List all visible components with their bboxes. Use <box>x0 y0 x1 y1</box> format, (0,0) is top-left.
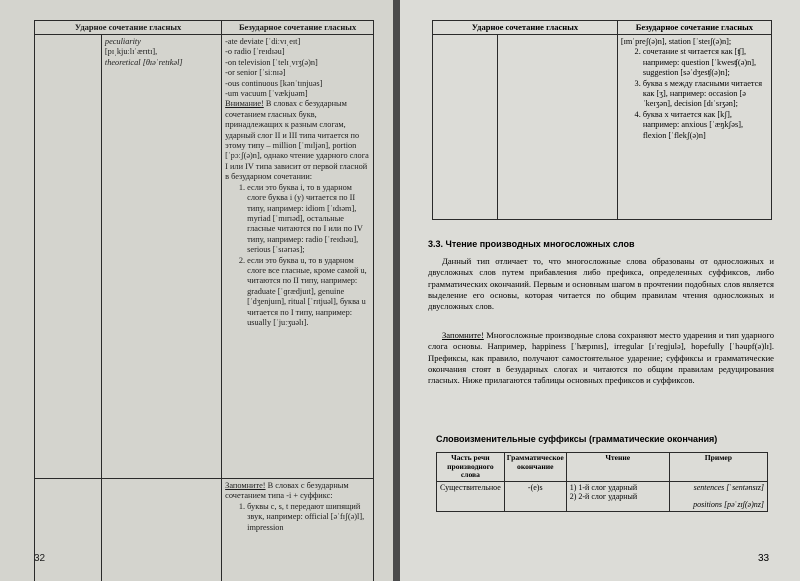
table-header-row <box>433 21 772 35</box>
table-row <box>35 479 374 581</box>
list-item: 1. буквы c, s, t передают шипящий звук, например: official [əˈfɪʃ(ə)l], impression <box>247 502 370 533</box>
paragraph-intro: Данный тип отличает то, что многосложные слова образованы от односложных и двусложных слов путем прибавления либо префикса, определенных суффиксов, либо грамматических окончаний. Первым и основным шагом в прочтении подобных слов является выделение его основы, которая читается по общим правилам чтения односложных и двусложных слов. <box>428 256 774 312</box>
page-number-left: 32 <box>34 553 46 564</box>
header-ending: Грамматическое окончание <box>504 453 566 482</box>
header-part-of-speech: Часть речи производного слова <box>437 453 505 482</box>
rule-list <box>621 47 768 141</box>
table-header-row <box>437 453 768 482</box>
page-number-right: 33 <box>758 553 770 564</box>
vowel-combination-table-left <box>34 20 374 581</box>
header-stressed: Ударное сочетание гласных <box>35 21 222 35</box>
suffix-line: -um vacuum [ˈvækjuəm] <box>225 89 308 99</box>
cell-reading: 1) 1-й слог ударный 2) 2-й слог ударный <box>566 481 669 511</box>
suffix-line: -or senior [ˈsiːnɪə] <box>225 68 286 78</box>
unstressed-rules-cell <box>617 35 771 220</box>
suffix-table <box>436 452 768 512</box>
remember-cell: Запомните! В словах с безударным сочетанием типа -i + суффикс: 1. буквы c, s, t передают шипящий звук, например: official [əˈfɪʃ(ə)l], impression <box>222 479 374 581</box>
table-row <box>35 35 374 479</box>
table-header-row <box>35 21 374 35</box>
cell-example: sentences [ˈsentənsɪz] positions [pəˈzɪʃ(ə)nz] <box>669 481 767 511</box>
list-item: 2. если это буква u, то в ударном слоге все гласные, кроме самой u, читаются по II типу, например: graduate [ˈɡrædjuɪt], genuine [ˈdʒenjuɪn], ritual [ˈrɪtjuəl], буква u читается по I типу, например: usually [ˈjuːʒuəlɪ]. <box>247 256 370 329</box>
stressed-examples-cell: peculiarity [pɪˌkjuːlɪˈærɪtɪ], theoretical [θɪəˈretɪkəl] <box>101 35 221 479</box>
left-page <box>0 0 393 581</box>
suffix-table-title: Словоизменительные суффиксы (грамматические окончания) <box>436 434 718 444</box>
cell-part-of-speech: Существительное <box>437 481 505 511</box>
attention-note: Внимание! В словах с безударным сочетанием гласных букв, принадлежащих к разным слогам, ударный слог II и III типа читается по этому типу – million [ˈmɪljən], portion [ˈpɔːʃ(ə)n], однако чтение ударного слога I или IV типа зависит от первой гласной в безударном сочетании: <box>225 99 369 182</box>
unstressed-rules-cell <box>222 35 374 479</box>
suffix-line: -ate deviate [ˈdiːvɪˌeɪt] <box>225 37 301 46</box>
paragraph-remember: Запомните! Многосложные производные слова сохраняют место ударения и тип ударного слога основы. Например, happiness [ˈhæpɪnɪs], irregular [ɪˈreɡjulə], hopefully [ˈhəupf(ə)lɪ]. Префиксы, как правило, получают самостоятельное ударение; суффиксы и грамматические окончания стоят в безударных слогах и читаются по общим правилам редуцирования гласных. Ниже прилагаются таблицы основных префиксов и суффиксов. <box>428 330 774 386</box>
suffix-line: -on television [ˈtelɪˌvɪʒ(ə)n] <box>225 57 318 67</box>
rule-list <box>225 502 370 533</box>
header-reading: Чтение <box>566 453 669 482</box>
book-gutter <box>393 0 400 581</box>
cell-ending: -(e)s <box>504 481 566 511</box>
list-item: 1. если это буква i, то в ударном слоге буква i (y) читается по II типу, например: idiom [ˈɪdɪəm], myriad [ˈmɪrɪəd], остальные гласные читаются по I или по IV типу, например: radio [ˈreɪdɪəu], serious [ˈsɪərɪəs]; <box>247 183 370 256</box>
list-item: 3. буква s между гласными читается как [ʒ], например: occasion [əˈkeɪʒən], decision [dɪˈsɪʒən]; <box>643 79 768 110</box>
table-row <box>437 481 768 511</box>
vowel-combination-table-right <box>432 20 772 220</box>
suffix-line: -o radio [ˈreɪdɪəu] <box>225 47 285 57</box>
suffix-line: -ous continuous [kənˈtɪnjuəs] <box>225 78 323 88</box>
table-row <box>433 35 772 220</box>
rule-list <box>225 183 370 329</box>
header-stressed: Ударное сочетание гласных <box>433 21 618 35</box>
header-unstressed: Безударное сочетание гласных <box>617 21 771 35</box>
section-title: 3.3. Чтение производных многосложных слов <box>428 239 635 249</box>
list-item: 2. сочетание st читается как [ʧ], например: question [ˈkwesʧ(ə)n], suggestion [səˈdʒesʧ(ə)n]; <box>643 47 768 78</box>
continuation-line: [ɪmˈpreʃ(ə)n], station [ˈsteɪʃ(ə)n]; <box>620 37 732 46</box>
header-unstressed: Безударное сочетание гласных <box>222 21 374 35</box>
list-item: 4. буква x читается как [kʃ], например: anxious [ˈæŋkʃəs], flexion [ˈflekʃ(ə)n] <box>643 110 768 141</box>
header-example: Пример <box>669 453 767 482</box>
